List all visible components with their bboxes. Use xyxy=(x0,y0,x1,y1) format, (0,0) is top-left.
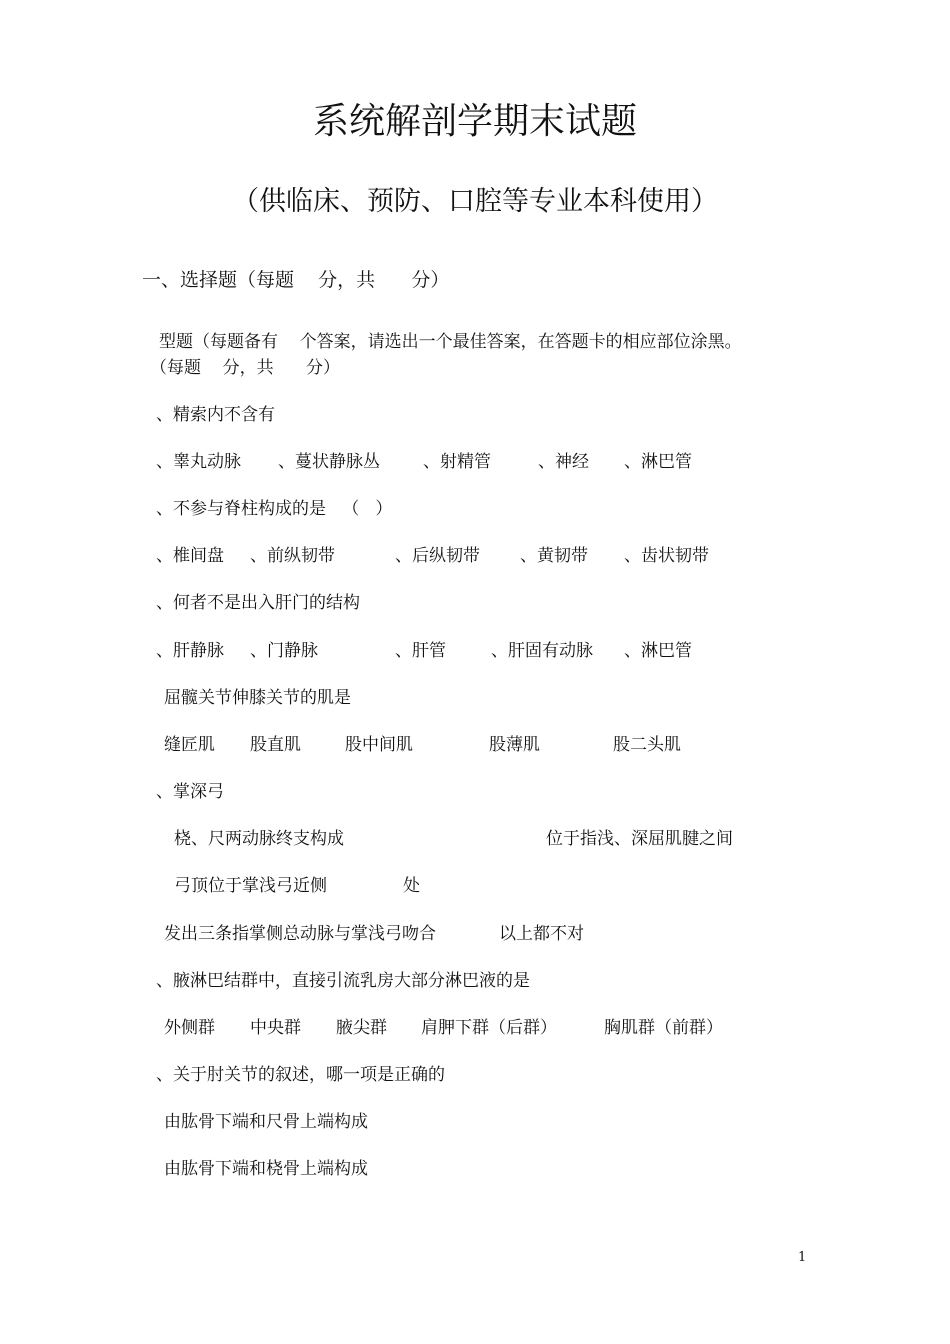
question-2-option-a: 、椎间盘 xyxy=(156,546,224,566)
instruction-line-2: （每题 分，共 分） xyxy=(150,358,341,378)
question-3-option-b: 、门静脉 xyxy=(250,641,318,661)
question-5-option-d: 发出三条指掌侧总动脉与掌浅弓吻合 xyxy=(164,924,436,944)
question-4-stem: 屈髋关节伸膝关节的肌是 xyxy=(164,688,351,708)
question-6-option-b: 中央群 xyxy=(250,1018,301,1038)
question-3-option-e: 、淋巴管 xyxy=(624,641,692,661)
question-2-option-d: 、黄韧带 xyxy=(520,546,588,566)
question-1-stem: 、精索内不含有 xyxy=(156,405,275,425)
question-6-option-d: 肩胛下群（后群） xyxy=(421,1018,557,1038)
question-3-stem: 、何者不是出入肝门的结构 xyxy=(156,593,360,613)
question-4-option-e: 股二头肌 xyxy=(613,735,681,755)
section-heading: 一、选择题（每题 分，共 分） xyxy=(142,269,450,291)
question-4-option-c: 股中间肌 xyxy=(345,735,413,755)
question-2-option-e: 、齿状韧带 xyxy=(624,546,709,566)
question-4-option-b: 股直肌 xyxy=(250,735,301,755)
question-7-stem: 、关于肘关节的叙述，哪一项是正确的 xyxy=(156,1065,445,1085)
question-4-option-a: 缝匠肌 xyxy=(164,735,215,755)
page-number: 1 xyxy=(798,1250,807,1265)
question-2-stem: 、不参与脊柱构成的是 （ ） xyxy=(156,499,393,519)
question-5-option-b: 位于指浅、深屈肌腱之间 xyxy=(546,829,733,849)
question-6-option-c: 腋尖群 xyxy=(336,1018,387,1038)
instruction-line-1: 型题（每题备有 个答案，请选出一个最佳答案，在答题卡的相应部位涂黑。 xyxy=(159,332,742,352)
question-5-stem: 、掌深弓 xyxy=(156,782,224,802)
question-1-option-b: 、蔓状静脉丛 xyxy=(278,452,380,472)
question-7-option-a: 由肱骨下端和尺骨上端构成 xyxy=(164,1112,368,1132)
question-1-option-d: 、神经 xyxy=(538,452,589,472)
question-2-option-b: 、前纵韧带 xyxy=(250,546,335,566)
document-subtitle: （供临床、预防、口腔等专业本科使用） xyxy=(232,186,718,217)
question-3-option-d: 、肝固有动脉 xyxy=(491,641,593,661)
question-5-option-c: 弓顶位于掌浅弓近侧 xyxy=(174,876,327,896)
question-5-option-c-unit: 处 xyxy=(403,876,420,896)
question-1-option-c: 、射精管 xyxy=(423,452,491,472)
question-3-option-c: 、肝管 xyxy=(395,641,446,661)
question-1-option-a: 、睾丸动脉 xyxy=(156,452,241,472)
question-2-option-c: 、后纵韧带 xyxy=(395,546,480,566)
question-6-option-e: 胸肌群（前群） xyxy=(604,1018,723,1038)
question-7-option-b: 由肱骨下端和桡骨上端构成 xyxy=(164,1159,368,1179)
question-4-option-d: 股薄肌 xyxy=(489,735,540,755)
question-3-option-a: 、肝静脉 xyxy=(156,641,224,661)
question-1-option-e: 、淋巴管 xyxy=(624,452,692,472)
question-5-option-e: 以上都不对 xyxy=(499,924,584,944)
question-5-option-a: 桡、尺两动脉终支构成 xyxy=(174,829,344,849)
question-6-stem: 、腋淋巴结群中，直接引流乳房大部分淋巴液的是 xyxy=(156,971,530,991)
question-6-option-a: 外侧群 xyxy=(164,1018,215,1038)
document-title: 系统解剖学期末试题 xyxy=(312,101,637,142)
